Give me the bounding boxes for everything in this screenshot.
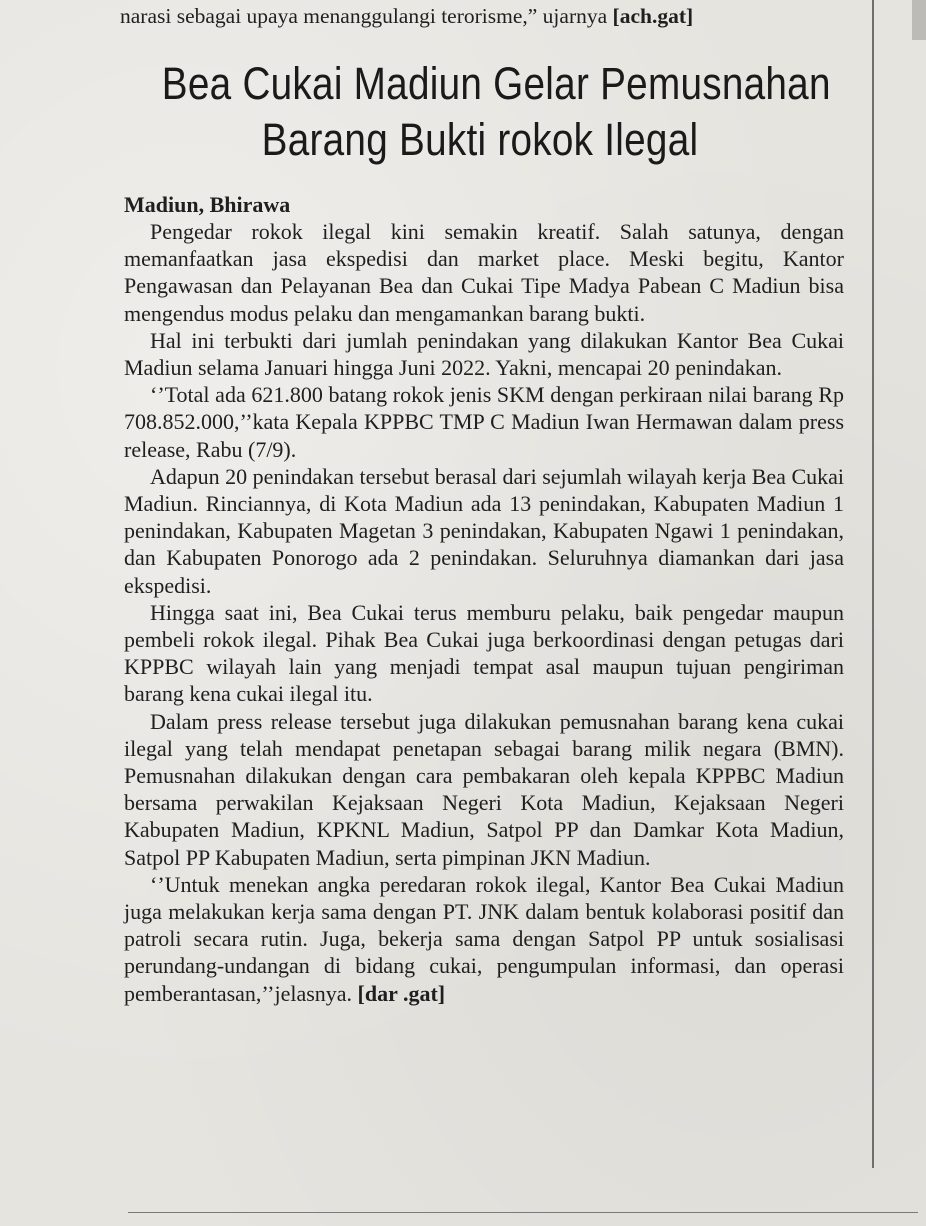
previous-article-byline: [ach.gat] [612,4,694,28]
paragraph-1: Pengedar rokok ilegal kini semakin kreatif. Salah satunya, dengan memanfaatkan jasa ekspedisi dan market place. Meski begitu, Kantor Pengawasan dan Pelayanan Bea dan Cukai Tipe Madya Pabean C Madiun bisa mengendus modus pelaku dan mengamankan barang bukti. [124,219,844,326]
paragraph-7-text: ‘’Untuk menekan angka peredaran rokok ilegal, Kantor Bea Cukai Madiun juga melakukan kerja sama dengan PT. JNK dalam bentuk kolaborasi positif dan patroli secara rutin. Juga, bekerja sama dengan Satpol PP untuk sosialisasi perundang-undangan di bidang cukai, pengumpulan informasi, dan operasi pemberantasan,’’jelasnya. [124,871,844,1006]
paragraph-5: Hingga saat ini, Bea Cukai terus memburu pelaku, baik pengedar maupun pembeli rokok ilegal. Pihak Bea Cukai juga berkoordinasi dengan petugas dari KPPBC wilayah lain yang menjadi tempat asal maupun tujuan pengiriman barang kena cukai ilegal itu. [124,599,844,707]
headline-line-1: Bea Cukai Madiun Gelar Pemusnahan [161,58,831,109]
article-headline [161,56,831,168]
paragraph-3: ‘’Total ada 621.800 batang rokok jenis SKM dengan perkiraan nilai barang Rp 708.852.000,’’kata Kepala KPPBC TMP C Madiun Iwan Hermawan dalam press release, Rabu (7/9). [124,382,844,462]
article-body [124,218,844,1007]
adjacent-column-edge [912,0,926,40]
paragraph-7 [124,871,844,1007]
paragraph-2: Hal ini terbukti dari jumlah penindakan yang dilakukan Kantor Bea Cukai Madiun selama Januari hingga Juni 2022. Yakni, mencapai 20 penindakan. [124,327,844,381]
bottom-divider [128,1212,918,1213]
headline-line-2: Barang Bukti rokok Ilegal [261,114,699,165]
column-divider [872,0,874,1168]
article-dateline: Madiun, Bhirawa [124,192,291,217]
previous-article-text: narasi sebagai upaya menanggulangi terorisme,” ujarnya [120,4,608,28]
previous-article-closing-line [120,1,860,31]
paragraph-6: Dalam press release tersebut juga dilakukan pemusnahan barang kena cukai ilegal yang telah mendapat penetapan sebagai barang milik negara (BMN). Pemusnahan dilakukan dengan cara pembakaran oleh kepala KPPBC Madiun bersama perwakilan Kejaksaan Negeri Kota Madiun, Kejaksaan Negeri Kabupaten Madiun, KPKNL Madiun, Satpol PP dan Damkar Kota Madiun, Satpol PP Kabupaten Madiun, serta pimpinan JKN Madiun. [124,708,844,870]
paragraph-4: Adapun 20 penindakan tersebut berasal dari sejumlah wilayah kerja Bea Cukai Madiun. Rinciannya, di Kota Madiun ada 13 penindakan, Kabupaten Madiun 1 penindakan, Kabupaten Magetan 3 penindakan, Kabupaten Ngawi 1 penindakan, dan Kabupaten Ponorogo ada 2 penindakan. Seluruhnya diamankan dari jasa ekspedisi. [124,463,844,598]
article-byline: [dar .gat] [357,980,446,1006]
